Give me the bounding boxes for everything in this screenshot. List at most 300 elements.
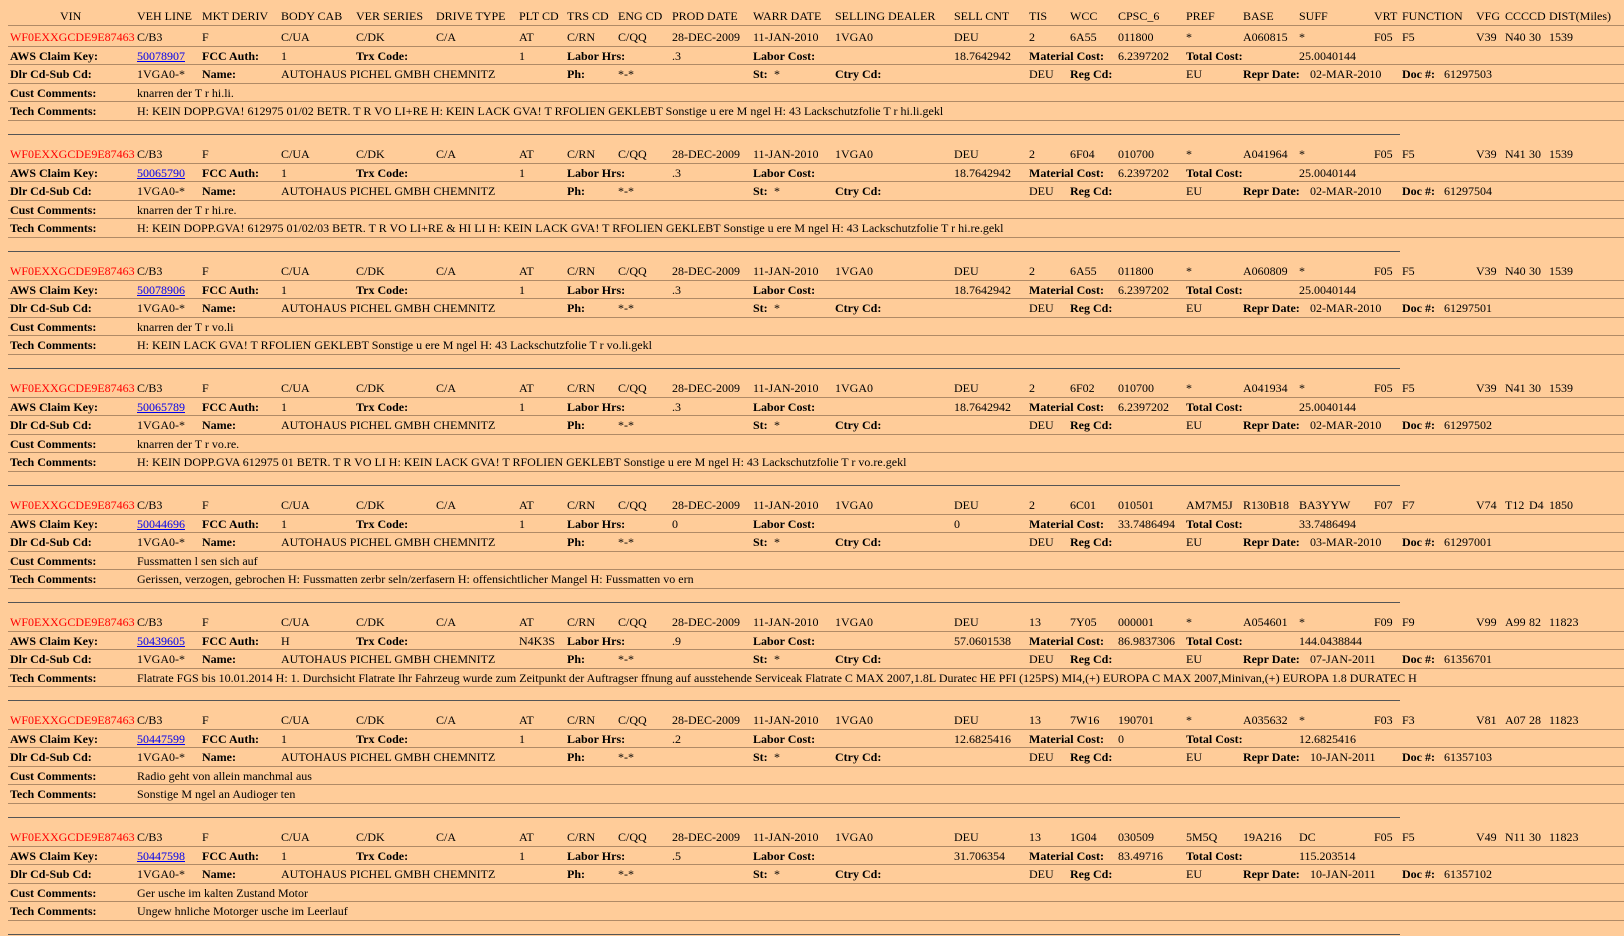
total-cost-value: 115.203514 (1299, 848, 1356, 863)
dlr-cd-sub-cd-label: Dlr Cd-Sub Cd: (10, 418, 92, 432)
field-pref: * (1186, 381, 1192, 395)
column-header-trs-cd: TRS CD (567, 9, 609, 23)
claim-main-row (0, 711, 1624, 728)
ctry-cd-value: DEU (1029, 184, 1054, 198)
field-vin: WF0EXXGCDE9E87463 (10, 264, 135, 278)
field-selling-dealer: 1VGA0 (835, 498, 873, 512)
column-header-body-cab: BODY CAB (281, 9, 343, 23)
aws-claim-key-link[interactable]: 50065790 (137, 165, 185, 180)
tech-comments-value: H: KEIN DOPP.GVA! 612975 01/02 BETR. T R VO LI+RE H: KEIN LACK GVA! T RFOLIEN GEKLEBT Sonstige u ere M ngel H: 43 Lackschutzfolie T r hi.li.gekl (137, 104, 944, 118)
field-cpsc6: 190701 (1118, 713, 1154, 727)
record-separator (8, 817, 1400, 818)
labor-hrs-value: .3 (672, 399, 681, 414)
repr-date-value: 02-MAR-2010 (1310, 418, 1382, 432)
reg-cd-label: Reg Cd: (1070, 301, 1113, 315)
field-mkt-deriv: F (202, 147, 209, 161)
field-wcc: 6F04 (1070, 147, 1095, 161)
aws-claim-key-label: AWS Claim Key: (10, 633, 98, 648)
field-ccc: N40 (1505, 264, 1526, 278)
material-cost-label: Material Cost: (1029, 633, 1104, 648)
field-body-cab: C/UA (281, 615, 310, 629)
total-cost-label: Total Cost: (1186, 731, 1243, 746)
fcc-auth-value: 1 (281, 48, 287, 63)
trx-code-value: 1 (519, 282, 525, 297)
row-divider (8, 588, 1624, 589)
st-value: * (774, 535, 780, 549)
fcc-auth-label: FCC Auth: (202, 282, 260, 297)
aws-claim-key-link[interactable]: 50044696 (137, 516, 185, 531)
cust-comments-label: Cust Comments: (10, 553, 97, 568)
tech-comments-label: Tech Comments: (10, 572, 97, 586)
trx-code-label: Trx Code: (356, 399, 409, 414)
dealer-row (0, 650, 1624, 667)
trx-code-label: Trx Code: (356, 48, 409, 63)
field-sell-cnt: DEU (954, 264, 979, 278)
ph-value: *-* (618, 301, 634, 315)
labor-cost-label: Labor Cost: (753, 165, 816, 180)
field-veh-line: C/B3 (137, 830, 163, 844)
field-cpsc6: 011800 (1118, 30, 1154, 44)
record-separator (8, 700, 1400, 701)
field-drive-type: C/A (436, 713, 457, 727)
name-label: Name: (202, 535, 236, 549)
field-body-cab: C/UA (281, 30, 310, 44)
fcc-auth-value: H (281, 633, 290, 648)
labor-hrs-label: Labor Hrs: (567, 282, 626, 297)
row-divider (8, 864, 1624, 865)
field-tis: 13 (1029, 615, 1041, 629)
ctry-cd-value: DEU (1029, 418, 1054, 432)
field-selling-dealer: 1VGA0 (835, 147, 873, 161)
labor-cost-value: 57.0601538 (954, 633, 1011, 648)
doc-no-label: Doc #: (1402, 867, 1435, 881)
reg-cd-value: EU (1186, 652, 1202, 666)
ctry-cd-label: Ctry Cd: (835, 535, 882, 549)
ctry-cd-value: DEU (1029, 867, 1054, 881)
field-vin: WF0EXXGCDE9E87463 (10, 30, 135, 44)
labor-cost-label: Labor Cost: (753, 731, 816, 746)
tech-comments-label: Tech Comments: (10, 670, 97, 685)
doc-no-label: Doc #: (1402, 652, 1435, 666)
field-dist: 11823 (1549, 713, 1579, 727)
field-wcc: 1G04 (1070, 830, 1097, 844)
trx-code-value: 1 (519, 731, 525, 746)
field-tis: 2 (1029, 498, 1035, 512)
repr-date-value: 02-MAR-2010 (1310, 301, 1382, 315)
field-body-cab: C/UA (281, 713, 310, 727)
field-vrt: F05 (1374, 30, 1393, 44)
cust-comments-value: Ger usche im kalten Zustand Motor (137, 885, 308, 900)
tech-comments-value: Flatrate FGS bis 10.01.2014 H: 1. Durchsicht Flatrate Ihr Fahrzeug wurde zum Zeitpunkt der Auftragser ffnung auf ausstehende Serviceak Flatrate C MAX 2007,1.8L Duratec HE PFI (125PS) MI4,(+) EUROPA C MAX 2007,Minivan,(+) EUROPA 1.8 DURATEC H (137, 670, 1417, 685)
field-plt-cd: AT (519, 713, 534, 727)
name-label: Name: (202, 750, 236, 764)
labor-hrs-label: Labor Hrs: (567, 48, 626, 63)
field-sell-cnt: DEU (954, 615, 979, 629)
field-body-cab: C/UA (281, 147, 310, 161)
column-header-ver-series: VER SERIES (356, 9, 424, 23)
field-vrt: F05 (1374, 264, 1393, 278)
field-trs-cd: C/RN (567, 713, 596, 727)
column-header-row (0, 9, 1624, 25)
field-body-cab: C/UA (281, 830, 310, 844)
repr-date-label: Repr Date: (1243, 67, 1300, 81)
field-mkt-deriv: F (202, 381, 209, 395)
field-cpsc6: 030509 (1118, 830, 1154, 844)
claim-main-row (0, 496, 1624, 513)
field-veh-line: C/B3 (137, 381, 163, 395)
fcc-auth-label: FCC Auth: (202, 399, 260, 414)
total-cost-value: 144.0438844 (1299, 633, 1362, 648)
field-wcc: 7W16 (1070, 713, 1100, 727)
dealer-name-value: AUTOHAUS PICHEL GMBH CHEMNITZ (281, 535, 496, 549)
st-label: St: (753, 535, 768, 549)
row-divider (8, 766, 1624, 767)
labor-cost-label: Labor Cost: (753, 633, 816, 648)
fcc-auth-value: 1 (281, 848, 287, 863)
ph-value: *-* (618, 750, 634, 764)
material-cost-label: Material Cost: (1029, 165, 1104, 180)
field-cd: 30 (1529, 830, 1541, 844)
row-divider (8, 846, 1624, 847)
fcc-auth-label: FCC Auth: (202, 516, 260, 531)
column-header-ccc: CCC (1505, 9, 1530, 23)
aws-claim-key-label: AWS Claim Key: (10, 48, 98, 63)
aws-claim-key-label: AWS Claim Key: (10, 282, 98, 297)
cust-comments-row (0, 552, 1624, 569)
field-mkt-deriv: F (202, 30, 209, 44)
dlr-cd-value: 1VGA0-* (137, 184, 185, 198)
field-ccc: A07 (1505, 713, 1526, 727)
field-pref: * (1186, 147, 1192, 161)
field-dist: 1539 (1549, 381, 1573, 395)
doc-no-value: 61297001 (1444, 535, 1492, 549)
row-divider (8, 784, 1624, 785)
field-suff: * (1299, 713, 1305, 727)
column-header-veh-line: VEH LINE (137, 9, 192, 23)
field-prod-date: 28-DEC-2009 (672, 615, 740, 629)
field-tis: 2 (1029, 381, 1035, 395)
reg-cd-label: Reg Cd: (1070, 184, 1113, 198)
field-body-cab: C/UA (281, 264, 310, 278)
field-dist: 11823 (1549, 830, 1579, 844)
column-header-plt-cd: PLT CD (519, 9, 559, 23)
dealer-row (0, 416, 1624, 433)
ph-label: Ph: (567, 184, 585, 198)
field-eng-cd: C/QQ (618, 498, 647, 512)
st-label: St: (753, 418, 768, 432)
total-cost-value: 25.0040144 (1299, 165, 1356, 180)
material-cost-value: 6.2397202 (1118, 399, 1169, 414)
column-header-suff: SUFF (1299, 9, 1328, 23)
dlr-cd-sub-cd-label: Dlr Cd-Sub Cd: (10, 652, 92, 666)
dealer-name-value: AUTOHAUS PICHEL GMBH CHEMNITZ (281, 652, 496, 666)
field-plt-cd: AT (519, 147, 534, 161)
field-vrt: F05 (1374, 147, 1393, 161)
column-header-wcc: WCC (1070, 9, 1098, 23)
tech-comments-value: Sonstige M ngel an Audioger ten (137, 787, 296, 801)
field-eng-cd: C/QQ (618, 264, 647, 278)
field-vin: WF0EXXGCDE9E87463 (10, 830, 135, 844)
dealer-row (0, 748, 1624, 765)
st-value: * (774, 652, 780, 666)
column-header-dist: DIST(Miles) (1549, 9, 1611, 23)
reg-cd-label: Reg Cd: (1070, 867, 1113, 881)
field-sell-cnt: DEU (954, 498, 979, 512)
reg-cd-label: Reg Cd: (1070, 418, 1113, 432)
reg-cd-value: EU (1186, 301, 1202, 315)
labor-hrs-value: .2 (672, 731, 681, 746)
dlr-cd-value: 1VGA0-* (137, 652, 185, 666)
field-ver-series: C/DK (356, 498, 385, 512)
labor-hrs-label: Labor Hrs: (567, 516, 626, 531)
field-selling-dealer: 1VGA0 (835, 615, 873, 629)
field-selling-dealer: 1VGA0 (835, 381, 873, 395)
ctry-cd-label: Ctry Cd: (835, 184, 882, 198)
field-dist: 1539 (1549, 264, 1573, 278)
column-header-cd: CD (1529, 9, 1546, 23)
doc-no-value: 61297501 (1444, 301, 1492, 315)
aws-claim-key-label: AWS Claim Key: (10, 731, 98, 746)
field-cd: 82 (1529, 615, 1541, 629)
field-veh-line: C/B3 (137, 498, 163, 512)
trx-code-label: Trx Code: (356, 633, 409, 648)
claim-cost-row (0, 164, 1624, 181)
field-warr-date: 11-JAN-2010 (753, 381, 819, 395)
tech-comments-value: Gerissen, verzogen, gebrochen H: Fussmatten zerbr seln/zerfasern H: offensichtlicher Mangel H: Fussmatten vo ern (137, 572, 694, 586)
field-vfg: V49 (1476, 830, 1497, 844)
st-label: St: (753, 184, 768, 198)
field-selling-dealer: 1VGA0 (835, 713, 873, 727)
repr-date-value: 03-MAR-2010 (1310, 535, 1382, 549)
field-dist: 1539 (1549, 147, 1573, 161)
row-divider (8, 317, 1624, 318)
field-vfg: V39 (1476, 30, 1497, 44)
aws-claim-key-link[interactable]: 50447598 (137, 848, 185, 863)
field-dist: 11823 (1549, 615, 1579, 629)
doc-no-label: Doc #: (1402, 535, 1435, 549)
tech-comments-row (0, 785, 1624, 802)
name-label: Name: (202, 418, 236, 432)
field-vrt: F07 (1374, 498, 1393, 512)
row-divider (8, 218, 1624, 219)
tech-comments-value: H: KEIN DOPP.GVA! 612975 01/02/03 BETR. T R VO LI+RE & HI LI H: KEIN LACK GVA! T RFOLIEN GEKLEBT Sonstige u ere M ngel H: 43 Lackschutzfolie T r hi.re.gekl (137, 221, 1004, 235)
field-warr-date: 11-JAN-2010 (753, 830, 819, 844)
material-cost-value: 0 (1118, 731, 1124, 746)
field-sell-cnt: DEU (954, 147, 979, 161)
aws-claim-key-link[interactable]: 50065789 (137, 399, 185, 414)
doc-no-value: 61357102 (1444, 867, 1492, 881)
material-cost-label: Material Cost: (1029, 848, 1104, 863)
field-cpsc6: 000001 (1118, 615, 1154, 629)
trx-code-value: 1 (519, 399, 525, 414)
field-function: F7 (1402, 498, 1415, 512)
field-cd: 30 (1529, 30, 1541, 44)
name-label: Name: (202, 301, 236, 315)
field-vrt: F09 (1374, 615, 1393, 629)
field-drive-type: C/A (436, 830, 457, 844)
repr-date-label: Repr Date: (1243, 418, 1300, 432)
repr-date-value: 07-JAN-2011 (1310, 652, 1376, 666)
field-warr-date: 11-JAN-2010 (753, 264, 819, 278)
row-divider (8, 415, 1624, 416)
claim-main-row (0, 379, 1624, 396)
aws-claim-key-link[interactable]: 50078906 (137, 282, 185, 297)
row-divider (8, 532, 1624, 533)
labor-cost-value: 18.7642942 (954, 282, 1011, 297)
labor-cost-value: 18.7642942 (954, 399, 1011, 414)
field-ccc: A99 (1505, 615, 1526, 629)
ph-value: *-* (618, 184, 634, 198)
ph-value: *-* (618, 652, 634, 666)
labor-hrs-value: .3 (672, 282, 681, 297)
fcc-auth-label: FCC Auth: (202, 165, 260, 180)
total-cost-label: Total Cost: (1186, 399, 1243, 414)
reg-cd-value: EU (1186, 750, 1202, 764)
cust-comments-row (0, 435, 1624, 452)
field-pref: * (1186, 713, 1192, 727)
field-ver-series: C/DK (356, 381, 385, 395)
repr-date-label: Repr Date: (1243, 652, 1300, 666)
cust-comments-value: knarren der T r vo.re. (137, 436, 240, 451)
total-cost-label: Total Cost: (1186, 633, 1243, 648)
cust-comments-label: Cust Comments: (10, 202, 97, 217)
field-vin: WF0EXXGCDE9E87463 (10, 381, 135, 395)
field-plt-cd: AT (519, 830, 534, 844)
cust-comments-value: knarren der T r hi.li. (137, 85, 234, 100)
row-divider (8, 25, 1624, 26)
material-cost-value: 6.2397202 (1118, 282, 1169, 297)
ph-label: Ph: (567, 535, 585, 549)
dlr-cd-sub-cd-label: Dlr Cd-Sub Cd: (10, 750, 92, 764)
repr-date-label: Repr Date: (1243, 867, 1300, 881)
labor-cost-label: Labor Cost: (753, 848, 816, 863)
field-pref: * (1186, 615, 1192, 629)
field-wcc: 7Y05 (1070, 615, 1097, 629)
aws-claim-key-link[interactable]: 50439605 (137, 633, 185, 648)
reg-cd-value: EU (1186, 184, 1202, 198)
ph-label: Ph: (567, 301, 585, 315)
doc-no-value: 61297503 (1444, 67, 1492, 81)
column-header-selling-dealer: SELLING DEALER (835, 9, 936, 23)
doc-no-value: 61297504 (1444, 184, 1492, 198)
column-header-vfg: VFG (1476, 9, 1501, 23)
fcc-auth-label: FCC Auth: (202, 731, 260, 746)
field-base: A035632 (1243, 713, 1288, 727)
field-pref: 5M5Q (1186, 830, 1218, 844)
field-drive-type: C/A (436, 381, 457, 395)
field-vfg: V39 (1476, 147, 1497, 161)
field-mkt-deriv: F (202, 830, 209, 844)
field-body-cab: C/UA (281, 381, 310, 395)
repr-date-value: 02-MAR-2010 (1310, 67, 1382, 81)
field-cd: 30 (1529, 264, 1541, 278)
tech-comments-label: Tech Comments: (10, 787, 97, 801)
field-ver-series: C/DK (356, 147, 385, 161)
aws-claim-key-link[interactable]: 50447599 (137, 731, 185, 746)
total-cost-value: 33.7486494 (1299, 516, 1356, 531)
row-divider (8, 46, 1624, 47)
claim-cost-row (0, 730, 1624, 747)
labor-hrs-value: .9 (672, 633, 681, 648)
ph-value: *-* (618, 535, 634, 549)
field-tis: 2 (1029, 264, 1035, 278)
row-divider (8, 64, 1624, 65)
field-base: R130B18 (1243, 498, 1290, 512)
field-vin: WF0EXXGCDE9E87463 (10, 615, 135, 629)
column-header-drive-type: DRIVE TYPE (436, 9, 506, 23)
material-cost-label: Material Cost: (1029, 282, 1104, 297)
labor-cost-label: Labor Cost: (753, 282, 816, 297)
field-suff: * (1299, 264, 1305, 278)
fcc-auth-label: FCC Auth: (202, 848, 260, 863)
field-vin: WF0EXXGCDE9E87463 (10, 498, 135, 512)
field-cd: 30 (1529, 381, 1541, 395)
claim-cost-row (0, 398, 1624, 415)
reg-cd-label: Reg Cd: (1070, 67, 1113, 81)
field-trs-cd: C/RN (567, 264, 596, 278)
labor-hrs-value: .3 (672, 165, 681, 180)
cust-comments-value: Fussmatten l sen sich auf (137, 553, 258, 568)
field-ver-series: C/DK (356, 30, 385, 44)
field-tis: 13 (1029, 830, 1041, 844)
field-cd: 30 (1529, 147, 1541, 161)
field-drive-type: C/A (436, 147, 457, 161)
reg-cd-value: EU (1186, 535, 1202, 549)
column-header-mkt-deriv: MKT DERIV (202, 9, 269, 23)
fcc-auth-value: 1 (281, 516, 287, 531)
dealer-row (0, 182, 1624, 199)
material-cost-label: Material Cost: (1029, 399, 1104, 414)
trx-code-label: Trx Code: (356, 165, 409, 180)
tech-comments-label: Tech Comments: (10, 455, 97, 469)
field-vfg: V39 (1476, 264, 1497, 278)
ctry-cd-label: Ctry Cd: (835, 652, 882, 666)
field-selling-dealer: 1VGA0 (835, 30, 873, 44)
labor-cost-label: Labor Cost: (753, 399, 816, 414)
field-ver-series: C/DK (356, 264, 385, 278)
doc-no-label: Doc #: (1402, 184, 1435, 198)
name-label: Name: (202, 867, 236, 881)
repr-date-value: 10-JAN-2011 (1310, 867, 1376, 881)
field-tis: 13 (1029, 713, 1041, 727)
record-separator (8, 602, 1400, 603)
record-separator (8, 251, 1400, 252)
claim-main-row (0, 613, 1624, 630)
labor-hrs-label: Labor Hrs: (567, 165, 626, 180)
repr-date-label: Repr Date: (1243, 750, 1300, 764)
field-vfg: V99 (1476, 615, 1497, 629)
name-label: Name: (202, 67, 236, 81)
cust-comments-label: Cust Comments: (10, 885, 97, 900)
dlr-cd-sub-cd-label: Dlr Cd-Sub Cd: (10, 301, 92, 315)
row-divider (8, 181, 1624, 182)
ctry-cd-value: DEU (1029, 750, 1054, 764)
aws-claim-key-label: AWS Claim Key: (10, 848, 98, 863)
aws-claim-key-link[interactable]: 50078907 (137, 48, 185, 63)
field-prod-date: 28-DEC-2009 (672, 498, 740, 512)
claim-cost-row (0, 847, 1624, 864)
labor-hrs-label: Labor Hrs: (567, 399, 626, 414)
column-header-pref: PREF (1186, 9, 1215, 23)
dealer-name-value: AUTOHAUS PICHEL GMBH CHEMNITZ (281, 184, 496, 198)
total-cost-label: Total Cost: (1186, 848, 1243, 863)
row-divider (8, 631, 1624, 632)
field-base: A041934 (1243, 381, 1288, 395)
st-label: St: (753, 867, 768, 881)
dealer-row (0, 65, 1624, 82)
record-separator (8, 485, 1400, 486)
ctry-cd-value: DEU (1029, 301, 1054, 315)
